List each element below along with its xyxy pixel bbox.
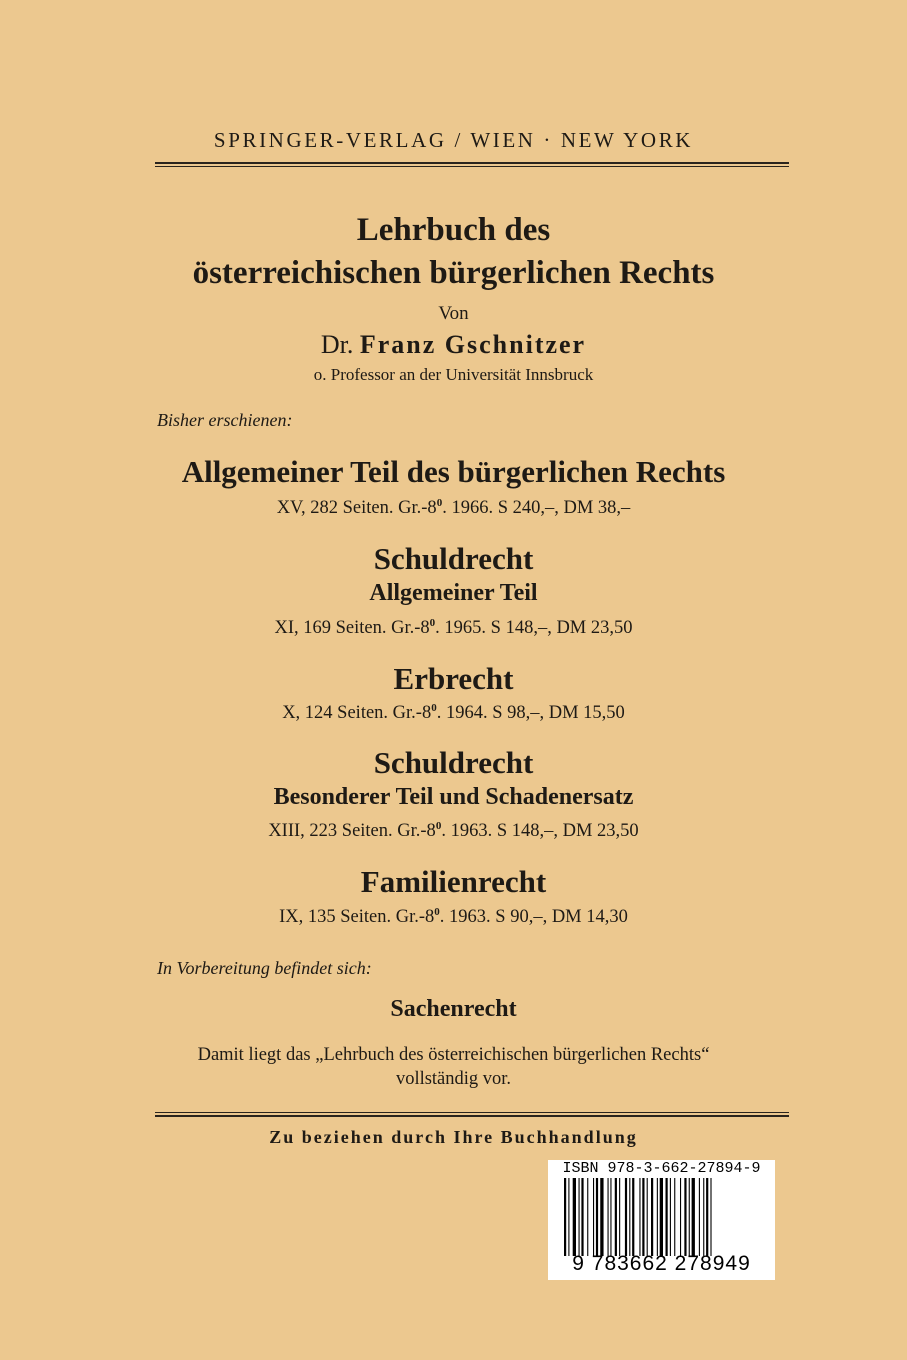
volume-details [0, 906, 907, 928]
bottom-rule-thin [155, 1112, 789, 1113]
barcode-bar [579, 1178, 580, 1256]
author-affiliation: o. Professor an der Universität Innsbruck [313, 365, 594, 384]
volume-details-sup: 0 [436, 497, 443, 509]
barcode-bar [615, 1178, 617, 1256]
volume-details-text: XIII, 223 Seiten. Gr.-8 [268, 821, 436, 842]
book-title-line2: österreichischen bürgerlichen Rechts [192, 255, 715, 291]
barcode-bar [660, 1178, 663, 1256]
volume-details-sup: 0 [435, 820, 442, 832]
by-label: Von [438, 303, 469, 324]
barcode-bar [568, 1178, 569, 1256]
volume-subtitle: Besonderer Teil und Schadenersatz [273, 784, 634, 810]
barcode-bar [689, 1178, 690, 1256]
volume-details-sup: 0 [431, 702, 437, 714]
ean-number: 9 783662 278949 [572, 1252, 751, 1275]
barcode-bar [619, 1178, 620, 1256]
volume-title: Allgemeiner Teil des bürgerlichen Rechts [181, 454, 726, 489]
barcode-bar [600, 1178, 603, 1256]
barcode-bar [674, 1178, 675, 1256]
volume-title: Schuldrecht [373, 541, 534, 576]
barcode-bar [564, 1178, 566, 1256]
barcode-bar [684, 1178, 686, 1256]
barcode-bar [666, 1178, 668, 1256]
barcode-bar [581, 1178, 583, 1256]
volume-details-text: . 1963. S 90,–, DM 14,30 [439, 907, 628, 928]
volume-subtitle: Allgemeiner Teil [369, 580, 538, 606]
barcode-bar [629, 1178, 630, 1256]
author [0, 330, 907, 360]
barcode-bar [610, 1178, 611, 1256]
volume-details [0, 820, 907, 842]
volume-details-text: XV, 282 Seiten. Gr.-8 [276, 498, 437, 519]
barcode-bar [680, 1178, 681, 1256]
barcode-bar [647, 1178, 648, 1256]
volume-details-text: . 1966. S 240,–, DM 38,– [442, 498, 631, 519]
volume-title: Familienrecht [360, 864, 547, 899]
footer-note: Zu beziehen durch Ihre Buchhandlung [269, 1127, 638, 1147]
barcode-bar [573, 1178, 576, 1256]
volume-details-text: . 1964. S 98,–, DM 15,50 [436, 703, 625, 724]
barcode-bar [625, 1178, 627, 1256]
barcode-bar [657, 1178, 658, 1256]
volume-details [0, 497, 907, 519]
volume-details-text: . 1965. S 148,–, DM 23,50 [435, 618, 633, 639]
barcode-bar [639, 1178, 640, 1256]
volume-title: Schuldrecht [373, 745, 534, 780]
volume-details-sup: 0 [429, 617, 436, 629]
barcode-bar [608, 1178, 609, 1256]
isbn-label: ISBN 978-3-662-27894-9 [562, 1160, 761, 1177]
volume-title: Erbrecht [393, 661, 514, 696]
top-rule-thick [155, 162, 789, 164]
volume-details-text: IX, 135 Seiten. Gr.-8 [279, 907, 435, 928]
barcode-bar [632, 1178, 634, 1256]
volume-details [0, 617, 907, 639]
barcode-bar [642, 1178, 644, 1256]
closing-note-line1: Damit liegt das „Lehrbuch des österreichischen bürgerlichen Rechts“ [197, 1045, 710, 1065]
closing-note-line2: vollständig vor. [395, 1069, 512, 1089]
top-rule-thin [155, 166, 789, 167]
published-heading: Bisher erschienen: [157, 410, 293, 430]
barcode-bars [560, 1178, 765, 1256]
barcode-bar [699, 1178, 700, 1256]
volume-details-sup: 0 [434, 906, 440, 918]
author-prefix: Dr. [320, 330, 354, 359]
barcode-bar [670, 1178, 671, 1256]
barcode-bar [587, 1178, 588, 1256]
volume-details-text: . 1963. S 148,–, DM 23,50 [441, 821, 639, 842]
preparation-heading: In Vorbereitung befindet sich: [157, 958, 372, 978]
volume-details-text: XI, 169 Seiten. Gr.-8 [274, 618, 430, 639]
barcode-bar [706, 1178, 708, 1256]
bottom-rule-thick [155, 1115, 789, 1117]
barcode-bar [593, 1178, 594, 1256]
publisher-line: SPRINGER-VERLAG / WIEN · NEW YORK [213, 128, 694, 152]
barcode-bar [692, 1178, 695, 1256]
isbn-barcode [548, 1160, 775, 1280]
barcode-bar [710, 1178, 711, 1256]
preparation-title: Sachenrecht [390, 996, 517, 1022]
barcode-bar [596, 1178, 598, 1256]
book-title-line1: Lehrbuch des [356, 212, 551, 248]
volume-details-text: X, 124 Seiten. Gr.-8 [282, 703, 432, 724]
barcode-bar [651, 1178, 653, 1256]
volume-details [0, 702, 907, 724]
author-name: Franz Gschnitzer [359, 330, 587, 359]
barcode-bar [703, 1178, 704, 1256]
